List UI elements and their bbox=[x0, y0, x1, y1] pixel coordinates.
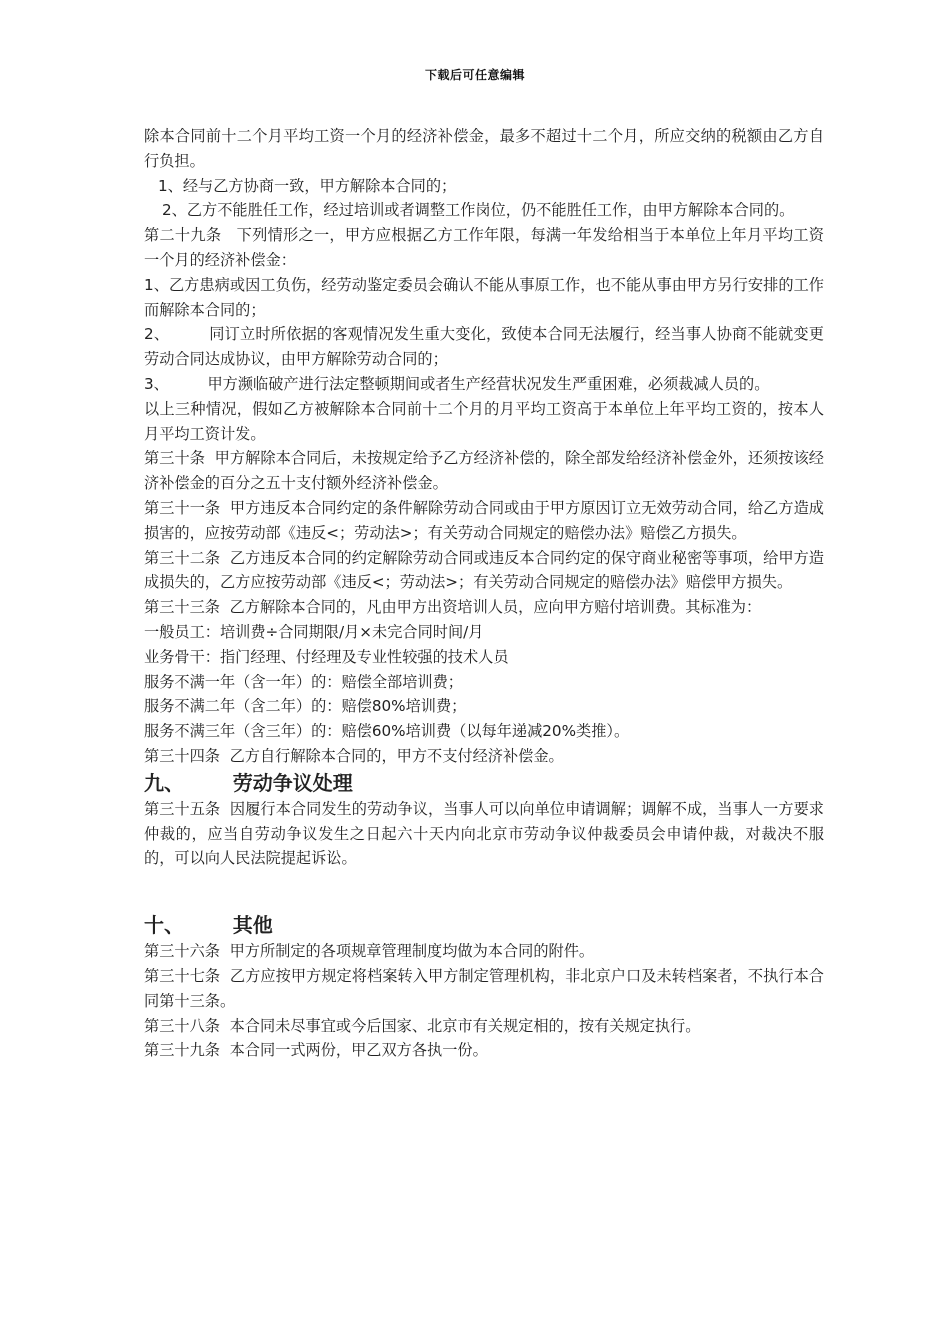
paragraph-compensation-tax: 除本合同前十二个月平均工资一个月的经济补偿金，最多不超过十二个月，所应交纳的税额由乙方自行负担。 bbox=[144, 127, 824, 170]
article-33: 第三十三条 乙方解除本合同的，凡由甲方出资培训人员，应向甲方赔付培训费。其标准为： bbox=[144, 598, 762, 617]
article-29-summary: 以上三种情况，假如乙方被解除本合同前十二个月的月平均工资高于本单位上年平均工资的，按本人月平均工资计发。 bbox=[144, 399, 824, 443]
article-33-general-staff: 一般员工：培训费÷合同期限/月×未完合同时间/月 bbox=[144, 622, 484, 641]
article-29: 第二十九条 下列情形之一，甲方应根据乙方工作年限，每满一年发给相当于本单位上年月平均工资一个月的经济补偿金： bbox=[144, 226, 824, 269]
section-heading-10: 十、 其他 bbox=[144, 913, 273, 938]
article-30: 第三十条 甲方解除本合同后，未按规定给予乙方经济补偿的，除全部发给经济补偿金外，还须按该经济补偿金的百分之五十支付额外经济补偿金。 bbox=[144, 449, 824, 493]
article-36: 第三十六条 甲方所制定的各项规章管理制度均做为本合同的附件。 bbox=[144, 942, 595, 961]
article-37: 第三十七条 乙方应按甲方规定将档案转入甲方制定管理机构，非北京户口及未转档案者，不执行本合同第十三条。 bbox=[144, 966, 824, 1010]
paragraph-clause-1: 1、经与乙方协商一致，甲方解除本合同的； bbox=[158, 176, 457, 195]
article-35: 第三十五条 因履行本合同发生的劳动争议，当事人可以向单位申请调解；调解不成，当事人一方要求仲裁的，应当自劳动争议发生之日起六十天内向北京市劳动争议仲裁委员会申请仲裁，对裁决不服的，可以向人民法院提起诉讼。 bbox=[144, 799, 824, 868]
section-heading-9: 九、 劳动争议处理 bbox=[144, 770, 353, 795]
page-header-note: 下载后可任意编辑 bbox=[424, 68, 525, 82]
article-29-item-2: 2、 同订立时所依据的客观情况发生重大变化，致使本合同无法履行，经当事人协商不能就变更劳动合同达成协议，由甲方解除劳动合同的； bbox=[144, 325, 824, 369]
article-29-item-1: 1、乙方患病或因工负伤，经劳动鉴定委员会确认不能从事原工作，也不能从事由甲方另行安排的工作而解除本合同的； bbox=[144, 275, 824, 319]
paragraph-clause-2: 2、乙方不能胜任工作，经过培训或者调整工作岗位，仍不能胜任工作，由甲方解除本合同的。 bbox=[162, 201, 795, 220]
article-33-one-year: 服务不满一年（含一年）的：赔偿全部培训费； bbox=[144, 672, 463, 691]
article-38: 第三十八条 本合同未尽事宜或今后国家、北京市有关规定相的，按有关规定执行。 bbox=[144, 1016, 701, 1035]
article-29-item-3: 3、 甲方濒临破产进行法定整顿期间或者生产经营状况发生严重困难，必须裁减人员的。 bbox=[144, 374, 770, 393]
section-spacer bbox=[144, 871, 824, 911]
article-39: 第三十九条 本合同一式两份，甲乙双方各执一份。 bbox=[144, 1041, 488, 1060]
article-31: 第三十一条 甲方违反本合同约定的条件解除劳动合同或由于甲方原因订立无效劳动合同，给乙方造成损害的，应按劳动部《违反<；劳动法>；有关劳动合同规定的赔偿办法》赔偿乙方损失。 bbox=[144, 498, 824, 542]
article-33-two-years: 服务不满二年（含二年）的：赔偿80%培训费； bbox=[144, 697, 467, 716]
article-33-three-years: 服务不满三年（含三年）的：赔偿60%培训费（以每年递减20%类推）。 bbox=[144, 722, 630, 741]
article-33-key-staff: 业务骨干：指门经理、付经理及专业性较强的技术人员 bbox=[144, 647, 509, 666]
document-body bbox=[144, 124, 824, 1063]
article-34: 第三十四条 乙方自行解除本合同的，甲方不支付经济补偿金。 bbox=[144, 746, 564, 765]
article-32: 第三十二条 乙方违反本合同的约定解除劳动合同或违反本合同约定的保守商业秘密等事项，给甲方造成损失的，乙方应按劳动部《违反<；劳动法>；有关劳动合同规定的赔偿办法》赔偿甲方损失。 bbox=[144, 548, 824, 592]
